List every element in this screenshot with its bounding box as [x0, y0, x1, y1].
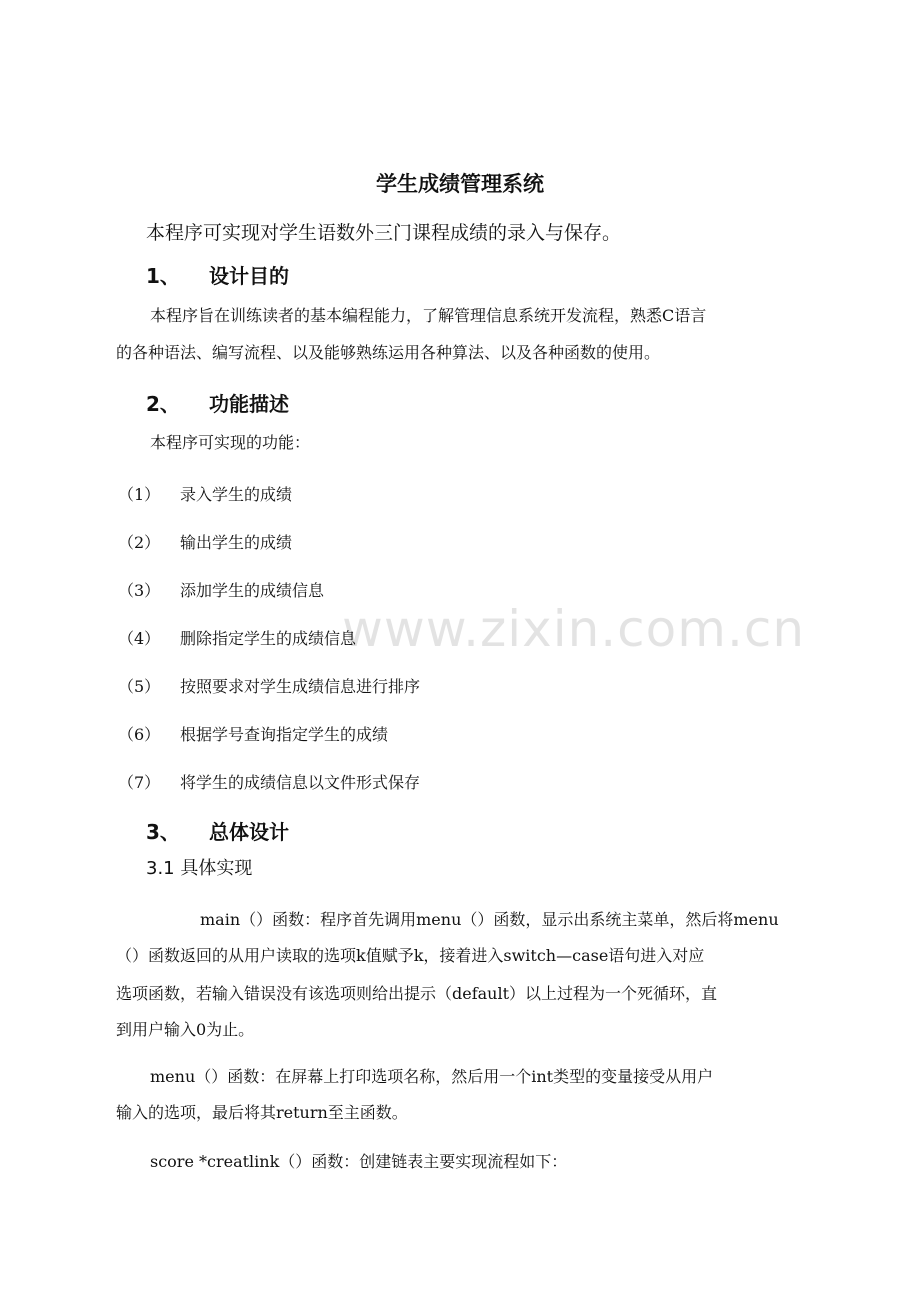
list-item — [118, 626, 356, 649]
list-item-number: （3） — [118, 581, 161, 600]
list-item — [118, 482, 292, 505]
list-item-text: 录入学生的成绩 — [180, 485, 293, 504]
section-title: 总体设计 — [209, 820, 289, 844]
main-para-line-1: main（）函数：程序首先调用menu（）函数，显示出系统主菜单，然后将menu — [200, 910, 779, 929]
section-title: 功能描述 — [209, 392, 289, 416]
main-para-line-3: 选项函数，若输入错误没有该选项则给出提示（default）以上过程为一个死循环，直 — [116, 984, 718, 1003]
section-heading-2 — [146, 388, 289, 417]
features-intro: 本程序可实现的功能： — [150, 433, 311, 452]
list-item-number: （1） — [118, 485, 161, 504]
intro-paragraph: 本程序可实现对学生语数外三门课程成绩的录入与保存。 — [146, 222, 622, 244]
list-item-text: 将学生的成绩信息以文件形式保存 — [180, 773, 421, 792]
section-title: 设计目的 — [209, 264, 289, 288]
list-item-number: （7） — [118, 773, 161, 792]
list-item-text: 添加学生的成绩信息 — [180, 581, 325, 600]
list-item-text: 按照要求对学生成绩信息进行排序 — [180, 677, 421, 696]
main-para-line-2: （）函数返回的从用户读取的选项k值赋予k，接着进入switch—case语句进入对应 — [116, 946, 705, 965]
purpose-line-1: 本程序旨在训练读者的基本编程能力，了解管理信息系统开发流程，熟悉C语言 — [150, 306, 707, 325]
section-number: 3、 — [146, 820, 180, 844]
page-title: 学生成绩管理系统 — [376, 172, 544, 196]
list-item-text: 输出学生的成绩 — [180, 533, 293, 552]
list-item — [118, 530, 292, 553]
list-item-text: 删除指定学生的成绩信息 — [180, 629, 357, 648]
list-item — [118, 770, 420, 793]
list-item-number: （2） — [118, 533, 161, 552]
list-item — [118, 578, 324, 601]
menu-para-line-2: 输入的选项，最后将其return至主函数。 — [116, 1103, 408, 1122]
list-item-number: （6） — [118, 725, 161, 744]
section-heading-1 — [146, 260, 289, 289]
creatlink-para: score *creatlink（）函数：创建链表主要实现流程如下： — [150, 1152, 568, 1171]
watermark: www.zixin.com.cn — [342, 600, 806, 658]
main-para-line-4: 到用户输入0为止。 — [116, 1020, 255, 1039]
subsection-heading: 3.1 具体实现 — [146, 858, 253, 879]
section-heading-3 — [146, 816, 289, 845]
menu-para-line-1: menu（）函数：在屏幕上打印选项名称，然后用一个int类型的变量接受从用户 — [150, 1067, 714, 1086]
list-item-number: （4） — [118, 629, 161, 648]
list-item-number: （5） — [118, 677, 161, 696]
list-item-text: 根据学号查询指定学生的成绩 — [180, 725, 389, 744]
list-item — [118, 674, 420, 697]
purpose-line-2: 的各种语法、编写流程、以及能够熟练运用各种算法、以及各种函数的使用。 — [116, 343, 661, 362]
section-number: 1、 — [146, 264, 180, 288]
list-item — [118, 722, 388, 745]
section-number: 2、 — [146, 392, 180, 416]
